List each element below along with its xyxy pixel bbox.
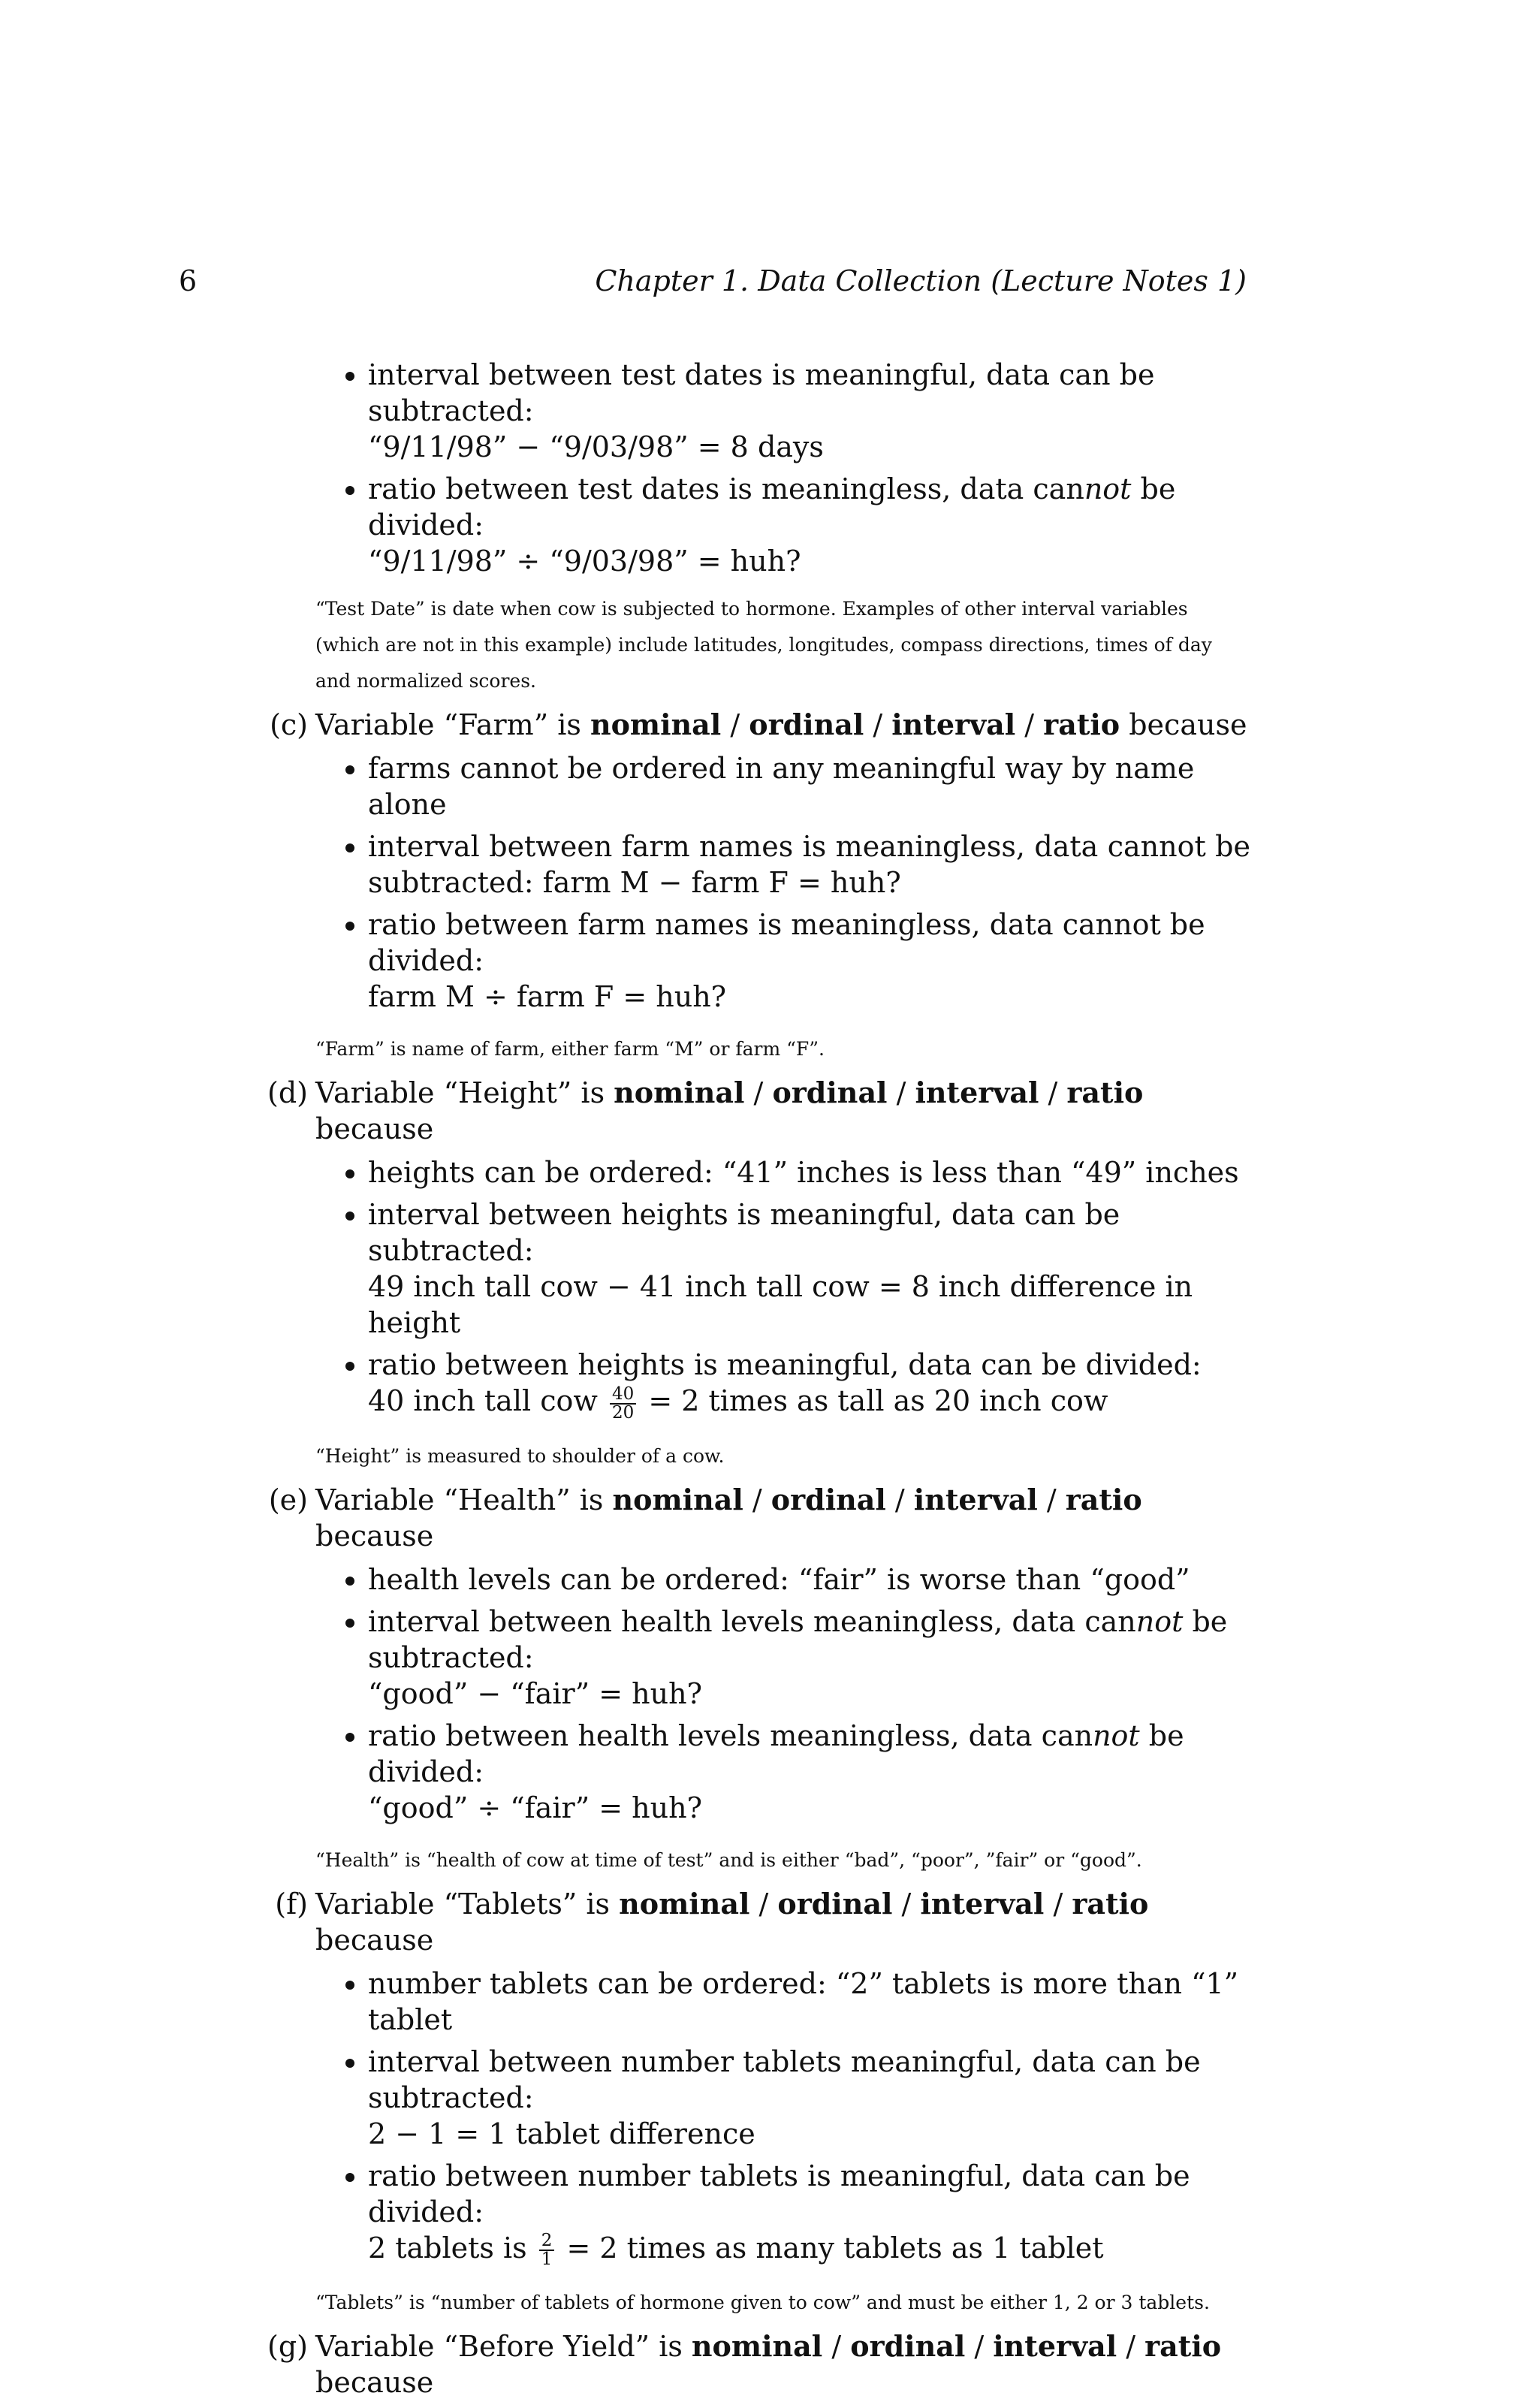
item-label: (g) <box>267 2330 308 2363</box>
fraction: $\frac{40}{20}$ <box>610 1386 636 1422</box>
intro-bullets <box>315 357 1250 579</box>
section-farm <box>270 707 1250 1067</box>
list-item: ratio between number tablets is meaningful, data can be divided: 2 tablets is $\frac{2}{1}$ = 2 times as many tablets as 1 tablet <box>315 2158 1250 2269</box>
list-item: interval between test dates is meaningful, data can be subtracted: “9/11/98” − “9/03/98” = 8 days <box>315 357 1250 465</box>
note-tablets: “Tablets” is “number of tablets of hormone given to cow” and must be either 1, 2 or 3 tablets. <box>315 2292 1210 2313</box>
item-label: (d) <box>267 1076 308 1109</box>
note-test-date: “Test Date” is date when cow is subjected to hormone. Examples of other interval variables (which are not in this example) include latitudes, longitudes, compass directions, times of day and normalized scores. <box>315 598 1212 692</box>
list-item: ratio between heights is meaningful, data can be divided: 40 inch tall cow $\frac{40}{20}$ = 2 times as tall as 20 inch cow <box>315 1347 1250 1422</box>
list-item: interval between farm names is meaningless, data cannot be subtracted: farm M − farm F = huh? <box>315 828 1250 901</box>
section-heading: (f) Variable “Tablets” is nominal / ordinal / interval / ratio because <box>315 1886 1250 1958</box>
fraction: $\frac{2}{1}$ <box>539 2232 555 2268</box>
list-item: ratio between farm names is meaningless, data cannot be divided: farm M ÷ farm F = huh? <box>315 907 1250 1015</box>
section-before-yield <box>267 2328 1250 2400</box>
list-item: interval between health levels meaningless, data cannot be subtracted: “good” − “fair” = huh? <box>315 1604 1250 1712</box>
item-label: (e) <box>268 1483 308 1516</box>
list-item: interval between heights is meaningful, data can be subtracted: 49 inch tall cow − 41 inch tall cow = 8 inch difference in height <box>315 1196 1250 1341</box>
section-heading: (c) Variable “Farm” is nominal / ordinal / interval / ratio because <box>315 707 1250 743</box>
section-height <box>267 1075 1250 1474</box>
list-item: interval between number tablets meaningful, data can be subtracted: 2 − 1 = 1 tablet difference <box>315 2044 1250 2152</box>
list-item: ratio between test dates is meaningless, data cannot be divided: “9/11/98” ÷ “9/03/98” = huh? <box>315 471 1250 579</box>
list-item: number tablets can be ordered: “2” tablets is more than “1” tablet <box>315 1966 1250 2038</box>
note-farm: “Farm” is name of farm, either farm “M” or farm “F”. <box>315 1038 825 1060</box>
content <box>267 357 1250 2408</box>
section-health <box>268 1482 1250 1878</box>
list-item: health levels can be ordered: “fair” is worse than “good” <box>315 1562 1250 1598</box>
page-number: 6 <box>179 264 198 297</box>
section-heading: (e) Variable “Health” is nominal / ordinal / interval / ratio because <box>315 1482 1250 1554</box>
item-label: (f) <box>275 1887 308 1921</box>
item-label: (c) <box>270 708 308 741</box>
section-tablets <box>275 1886 1250 2322</box>
running-title: Chapter 1. Data Collection (Lecture Notes 1) <box>595 264 1247 297</box>
list-item: heights can be ordered: “41” inches is less than “49” inches <box>315 1154 1250 1190</box>
note-height: “Height” is measured to shoulder of a cow. <box>315 1444 725 1467</box>
list-item: farms cannot be ordered in any meaningful way by name alone <box>315 750 1250 822</box>
note-health: “Health” is “health of cow at time of test” and is either “bad”, “poor”, ”fair” or “good”. <box>315 1848 1142 1871</box>
section-heading: (d) Variable “Height” is nominal / ordinal / interval / ratio because <box>315 1075 1250 1147</box>
list-item: ratio between health levels meaningless, data cannot be divided: “good” ÷ “fair” = huh? <box>315 1718 1250 1826</box>
section-heading: (g) Variable “Before Yield” is nominal / ordinal / interval / ratio because <box>315 2328 1250 2400</box>
